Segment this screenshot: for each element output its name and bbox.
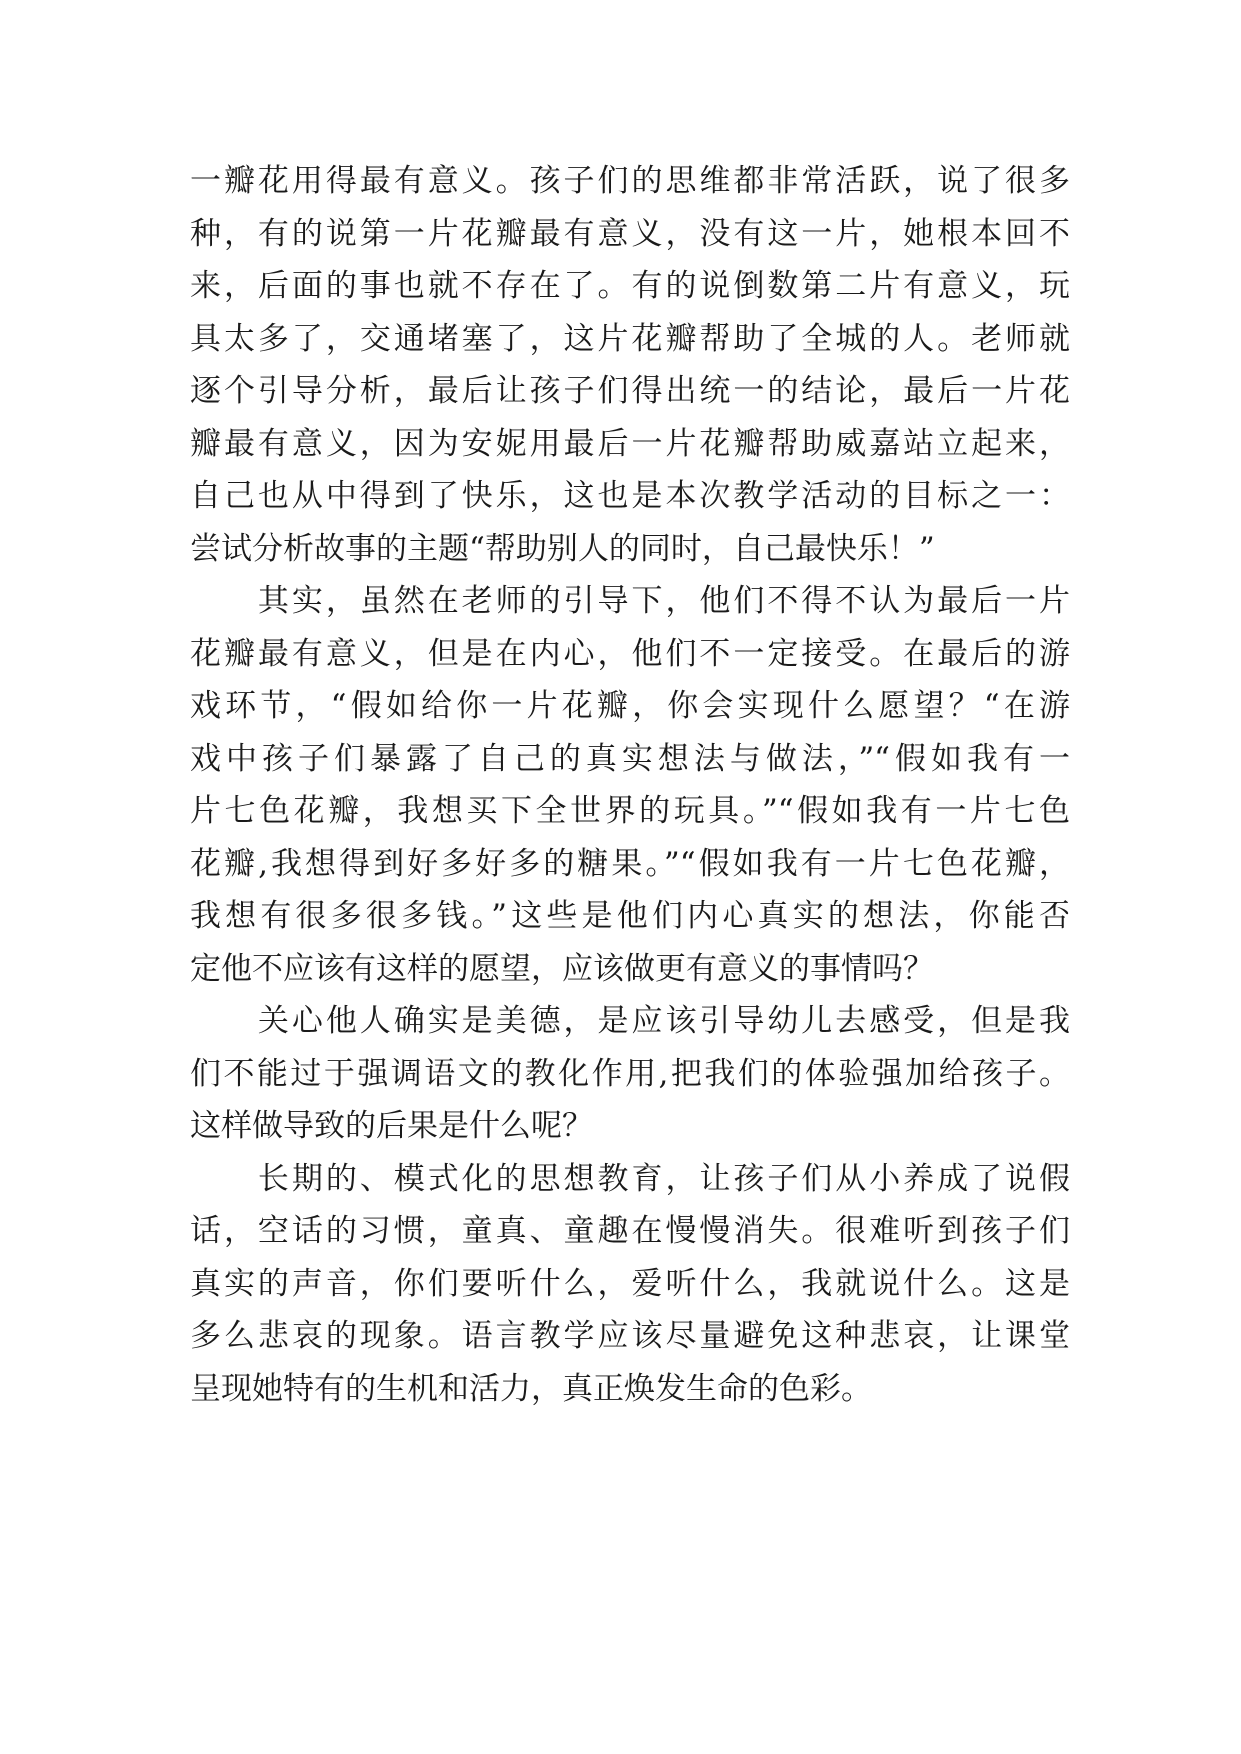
text-line: 关心他人确实是美德，是应该引导幼儿去感受，但是我 bbox=[190, 1003, 1070, 1039]
text-line: 呈现她特有的生机和活力，真正焕发生命的色彩。 bbox=[190, 1370, 872, 1407]
text-line: 具太多了，交通堵塞了，这片花瓣帮助了全城的人。老师就 bbox=[190, 320, 1070, 357]
text-line: 我想有很多很多钱。”这些是他们内心真实的想法，你能否 bbox=[190, 898, 1070, 934]
text-line: 片七色花瓣，我想买下全世界的玩具。”“假如我有一片七色 bbox=[190, 793, 1070, 829]
paragraph-1 bbox=[190, 155, 1070, 575]
paragraph-3 bbox=[190, 995, 1070, 1153]
text-line: 们不能过于强调语文的教化作用,把我们的体验强加给孩子。 bbox=[190, 1055, 1070, 1092]
text-line: 花瓣,我想得到好多好多的糖果。”“假如我有一片七色花瓣， bbox=[190, 845, 1070, 882]
text-line: 这样做导致的后果是什么呢？ bbox=[190, 1108, 593, 1144]
text-line: 多么悲哀的现象。语言教学应该尽量避免这种悲哀，让课堂 bbox=[190, 1318, 1070, 1354]
text-line: 种，有的说第一片花瓣最有意义，没有这一片，她根本回不 bbox=[190, 215, 1070, 252]
text-line: 瓣最有意义，因为安妮用最后一片花瓣帮助威嘉站立起来， bbox=[190, 425, 1070, 462]
paragraph-2 bbox=[190, 575, 1070, 995]
text-line: 戏环节，“假如给你一片花瓣，你会实现什么愿望？“在游 bbox=[190, 688, 1070, 724]
paragraph-4 bbox=[190, 1153, 1070, 1416]
document-body bbox=[190, 155, 1070, 1415]
text-line: 尝试分析故事的主题“帮助别人的同时，自己最快乐！” bbox=[190, 530, 935, 567]
text-line: 一瓣花用得最有意义。孩子们的思维都非常活跃，说了很多 bbox=[190, 163, 1070, 199]
text-line: 自己也从中得到了快乐，这也是本次教学活动的目标之一： bbox=[190, 478, 1070, 514]
text-line: 真实的声音，你们要听什么，爱听什么，我就说什么。这是 bbox=[190, 1265, 1070, 1302]
text-line: 定他不应该有这样的愿望，应该做更有意义的事情吗？ bbox=[190, 950, 934, 987]
text-line: 话，空话的习惯，童真、童趣在慢慢消失。很难听到孩子们 bbox=[190, 1213, 1070, 1249]
text-line: 其实，虽然在老师的引导下，他们不得不认为最后一片 bbox=[190, 583, 1070, 619]
text-line: 逐个引导分析，最后让孩子们得出统一的结论，最后一片花 bbox=[190, 373, 1070, 409]
text-line: 长期的、模式化的思想教育，让孩子们从小养成了说假 bbox=[190, 1160, 1070, 1197]
text-line: 戏中孩子们暴露了自己的真实想法与做法，”“假如我有一 bbox=[190, 740, 1070, 777]
text-line: 花瓣最有意义，但是在内心，他们不一定接受。在最后的游 bbox=[190, 635, 1070, 672]
text-line: 来，后面的事也就不存在了。有的说倒数第二片有意义，玩 bbox=[190, 268, 1070, 304]
